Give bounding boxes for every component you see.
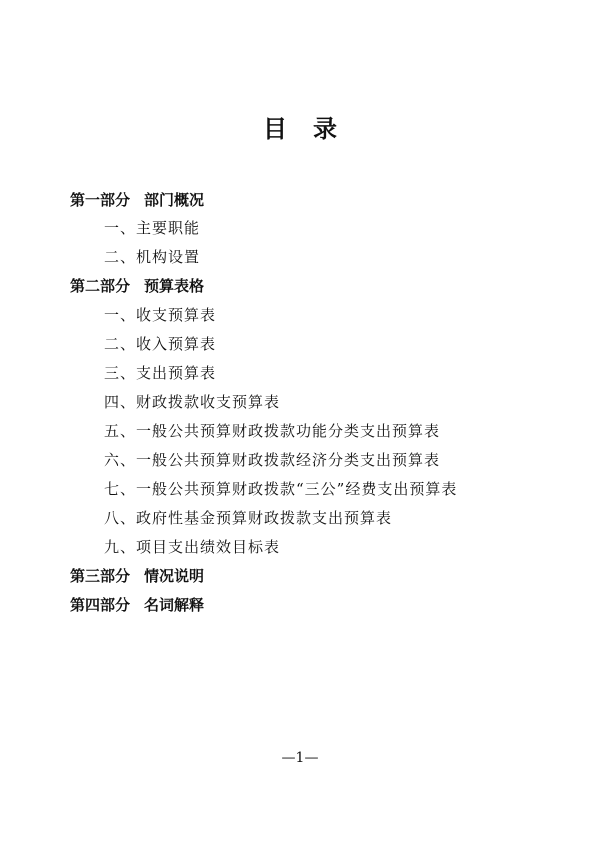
toc-part-label: 第三部分 bbox=[70, 567, 131, 585]
toc-part-label: 第二部分 bbox=[70, 277, 131, 295]
toc-item: 五、一般公共预算财政拨款功能分类支出预算表 bbox=[104, 422, 441, 440]
toc-item: 三、支出预算表 bbox=[104, 364, 217, 382]
toc-item: 九、项目支出绩效目标表 bbox=[104, 538, 281, 556]
toc-part-label: 第四部分 bbox=[70, 596, 131, 614]
toc-part-name: 部门概况 bbox=[144, 191, 205, 209]
toc-item: 四、财政拨款收支预算表 bbox=[104, 393, 281, 411]
toc-item: 一、收支预算表 bbox=[104, 306, 217, 324]
toc-item: 六、一般公共预算财政拨款经济分类支出预算表 bbox=[104, 451, 441, 469]
toc-item: 八、政府性基金预算财政拨款支出预算表 bbox=[104, 509, 393, 527]
toc-part-name: 预算表格 bbox=[144, 277, 205, 295]
toc-item: 七、一般公共预算财政拨款“三公”经费支出预算表 bbox=[104, 480, 458, 498]
toc-part-1 bbox=[70, 190, 204, 210]
toc-part-4 bbox=[70, 595, 204, 615]
toc-item: 一、主要职能 bbox=[104, 219, 201, 237]
toc-item: 二、收入预算表 bbox=[104, 335, 217, 353]
toc-part-3 bbox=[70, 566, 204, 586]
page-number: —1— bbox=[281, 750, 319, 766]
toc-part-label: 第一部分 bbox=[70, 191, 131, 209]
toc-part-name: 情况说明 bbox=[144, 567, 205, 585]
title-char-1: 目 bbox=[263, 115, 287, 143]
toc-item: 二、机构设置 bbox=[104, 248, 201, 266]
title-char-2: 录 bbox=[313, 115, 337, 143]
toc-part-2 bbox=[70, 276, 204, 296]
toc-part-name: 名词解释 bbox=[144, 596, 205, 614]
